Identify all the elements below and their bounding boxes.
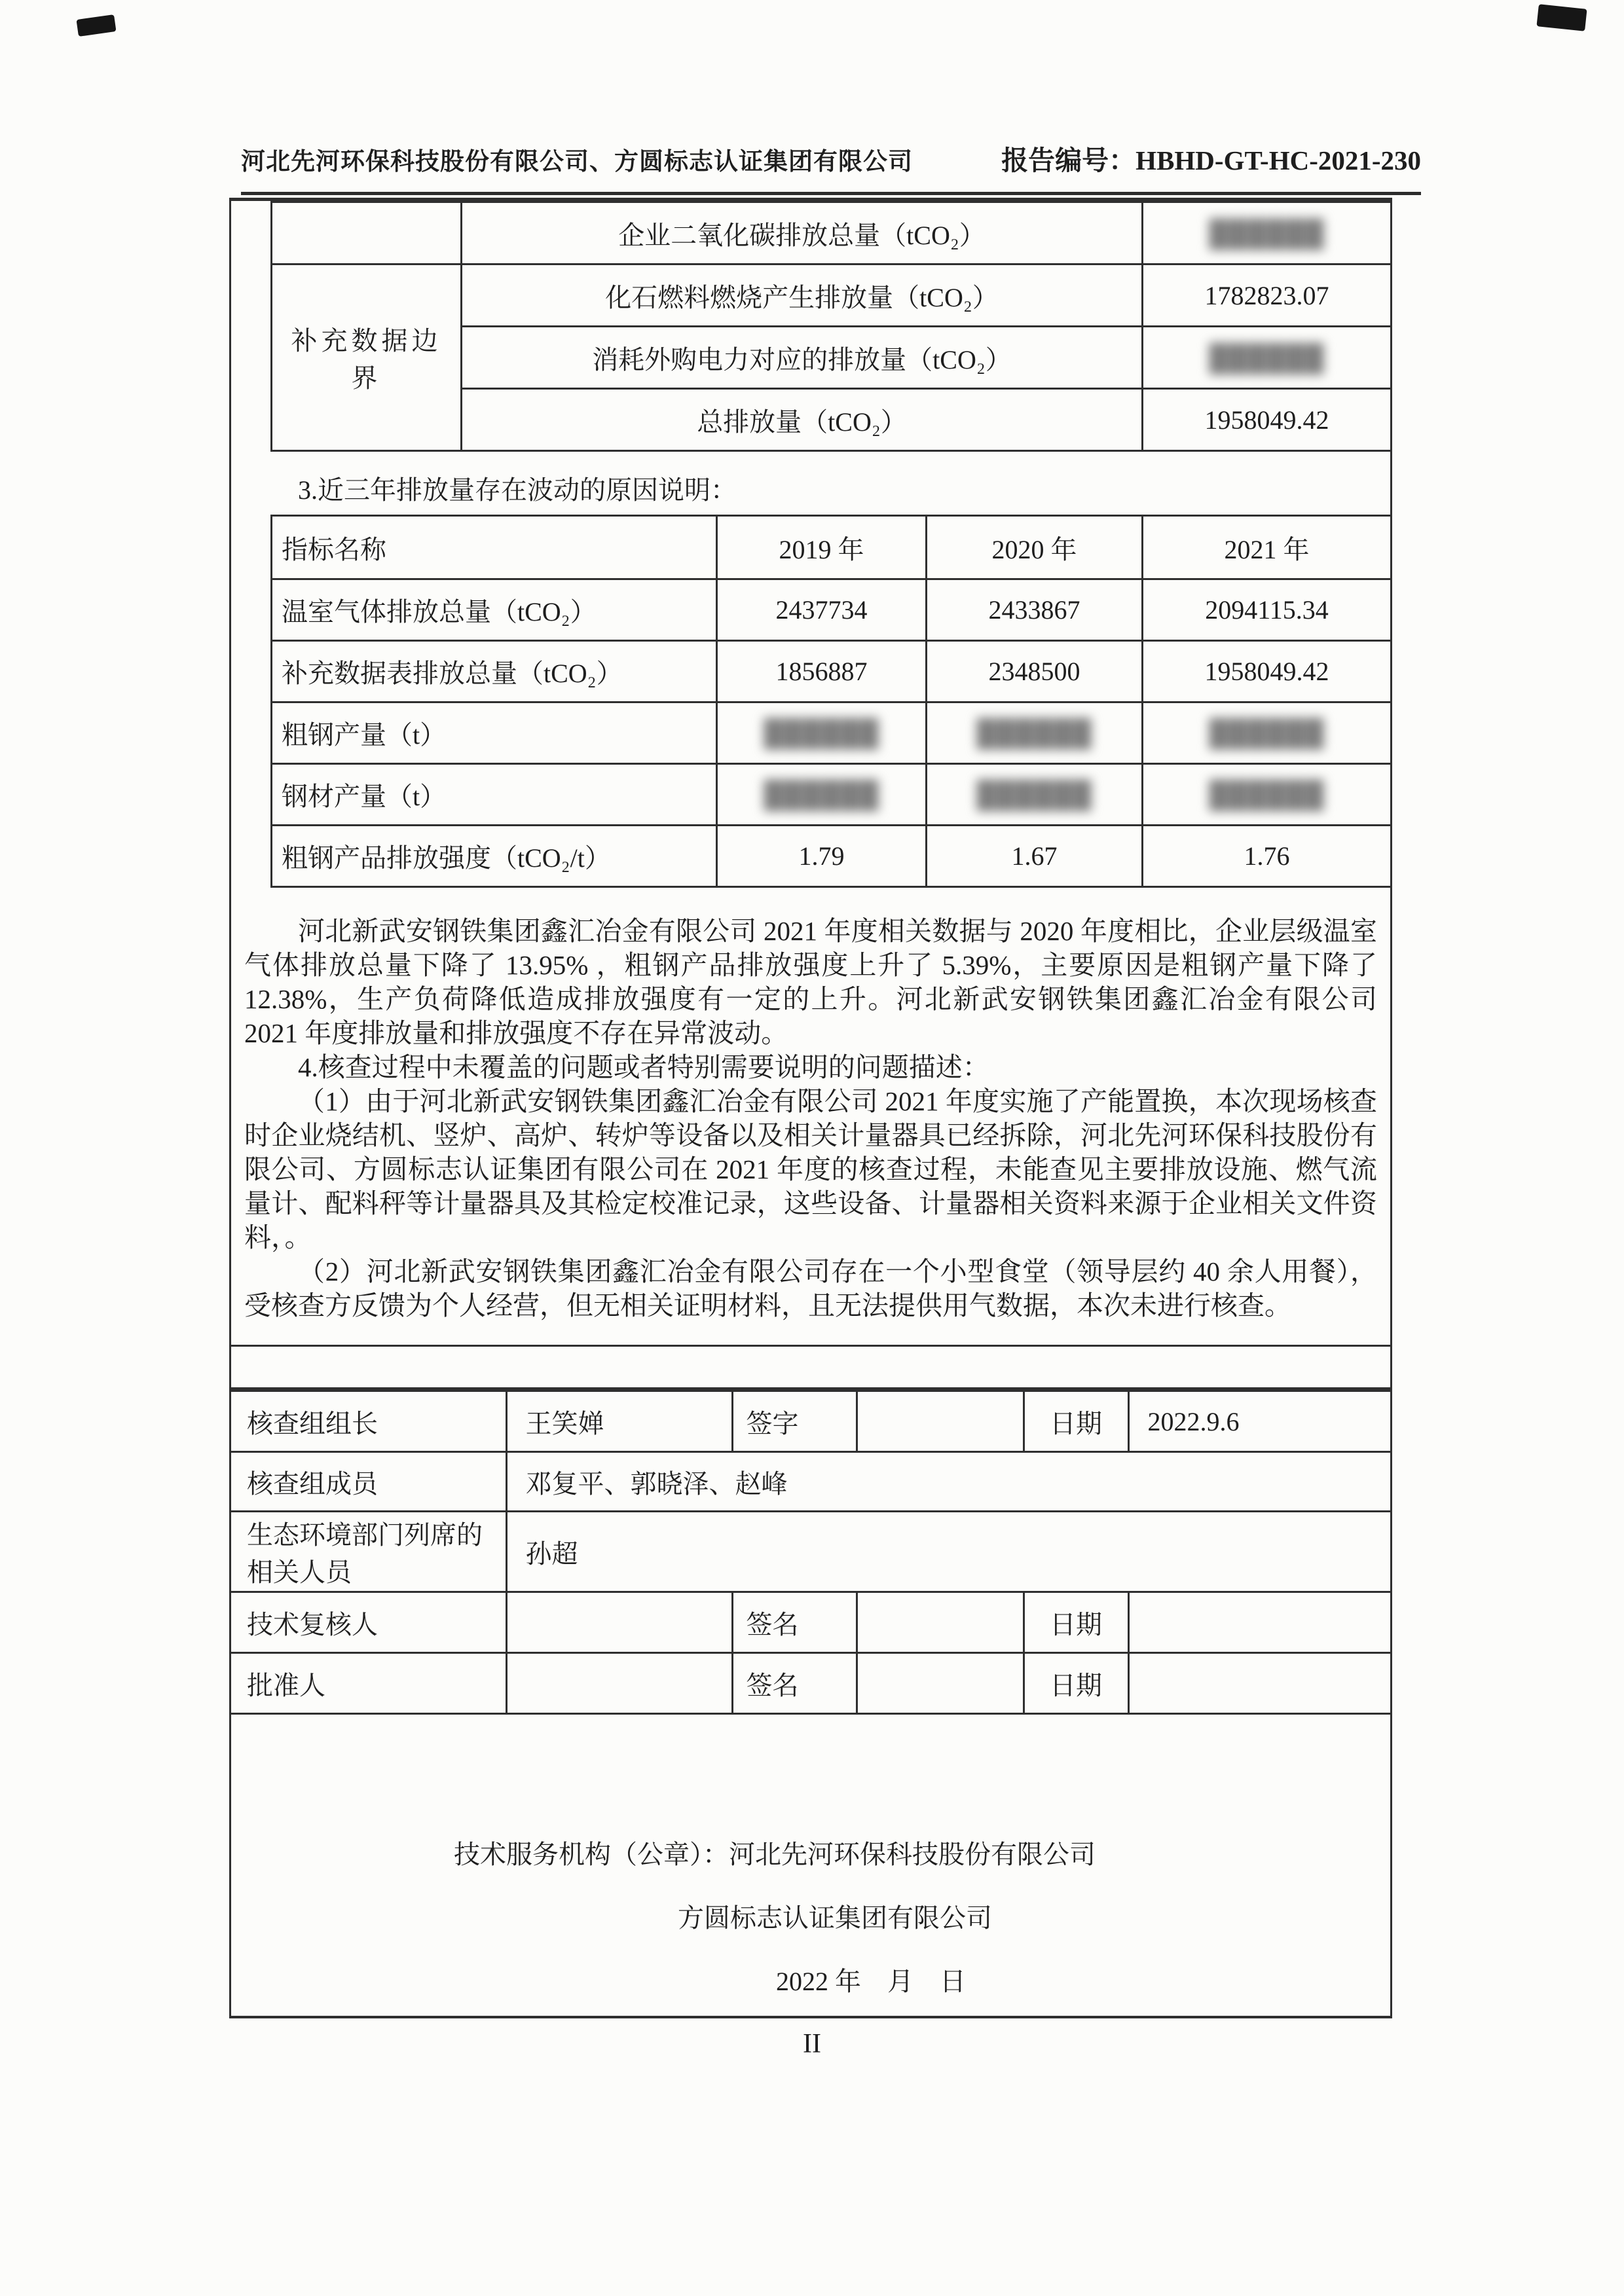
- report-number-label: 报告编号：: [1001, 145, 1136, 175]
- table-row: [272, 579, 1392, 641]
- technical-service-org-1: 河北先河环保科技股份有限公司: [729, 1840, 1096, 1869]
- paragraph-fluctuation-explanation: 河北新武安钢铁集团鑫汇冶金有限公司 2021 年度相关数据与 2020 年度相比，企业层级温室气体排放总量下降了 13.95% ，粗钢产品排放强度上升了 5.39%，主要原因是粗钢产量下降了 12.38%，生产负荷降低造成排放强度有一定的上升。河北新武安钢铁集团鑫汇冶金有限公司 2021 年度排放量和排放强度不存在异常波动。: [244, 916, 1377, 1048]
- section-3-heading: 3.近三年排放量存在波动的原因说明：: [298, 475, 737, 505]
- trend-value: 2094115.34: [1143, 579, 1392, 641]
- sign-label: 签名: [732, 1592, 857, 1653]
- trend-value: 2433867: [927, 579, 1143, 641]
- trend-value: 1.76: [1143, 826, 1392, 887]
- boundary-row-value: 1958049.42: [1143, 389, 1392, 451]
- boundary-row-label: 化石燃料燃烧产生排放量（tCO₂）: [462, 264, 1143, 327]
- trend-value: [1143, 702, 1392, 764]
- table-header-row: [272, 516, 1392, 579]
- reviewer-name: [506, 1592, 732, 1653]
- trend-value: 1.79: [717, 826, 927, 887]
- date-label: 日期: [1024, 1592, 1128, 1653]
- technical-service-org-2: 方圆标志认证集团有限公司: [678, 1903, 992, 1933]
- section-4-heading: 4.核查过程中未覆盖的问题或者特别需要说明的问题描述：: [298, 1052, 989, 1082]
- trend-row-label: 钢材产量（t）: [272, 764, 717, 826]
- technical-service-block: [231, 1715, 1390, 2018]
- date-value: 2022.9.6: [1128, 1391, 1390, 1452]
- table-row: [272, 702, 1392, 764]
- table-row: [231, 1391, 1390, 1452]
- signature-space: [857, 1391, 1024, 1452]
- table-row: [272, 764, 1392, 826]
- sig-row-label: 核查组成员: [231, 1452, 506, 1512]
- trend-row-label: 补充数据表排放总量（tCO₂）: [272, 641, 717, 702]
- header-organizations: 河北先河环保科技股份有限公司、方圆标志认证集团有限公司: [241, 149, 913, 175]
- table-row: [272, 641, 1392, 702]
- trend-row-label: 粗钢产量（t）: [272, 702, 717, 764]
- date-value: [1128, 1653, 1390, 1714]
- table-row: [272, 826, 1392, 887]
- boundary-row-label: 消耗外购电力对应的排放量（tCO₂）: [462, 327, 1143, 389]
- trend-value: 2437734: [717, 579, 927, 641]
- boundary-row-value: 1782823.07: [1143, 264, 1392, 327]
- content-frame: [229, 198, 1392, 2018]
- sign-label: 签字: [732, 1391, 857, 1452]
- approver-name: [506, 1653, 732, 1714]
- boundary-row-value: [1143, 202, 1392, 264]
- trend-col-header-2021: 2021 年: [1143, 516, 1392, 579]
- boundary-group-label: 补充数据边界: [272, 264, 462, 451]
- trend-value: [717, 764, 927, 826]
- table-row: [272, 264, 1392, 327]
- empty-spacer-row: [231, 1347, 1390, 1390]
- trend-row-label: 粗钢产品排放强度（tCO₂/t）: [272, 826, 717, 887]
- boundary-row-label: 企业二氧化碳排放总量（tCO₂）: [462, 202, 1143, 264]
- team-leader-name: 王笑婵: [506, 1391, 732, 1452]
- redacted-value: ██████: [1209, 342, 1325, 373]
- boundary-row-value: [1143, 327, 1392, 389]
- sig-row-label: 生态环境部门列席的相关人员: [231, 1512, 506, 1592]
- table-row: [231, 1452, 1390, 1512]
- redacted-value: ██████: [1209, 718, 1325, 748]
- sig-row-label: 技术复核人: [231, 1592, 506, 1653]
- team-members-names: 邓复平、郭晓泽、赵峰: [506, 1452, 1390, 1512]
- boundary-row-label: 总排放量（tCO₂）: [462, 389, 1143, 451]
- signature-space: [857, 1653, 1024, 1714]
- redacted-value: ██████: [764, 780, 879, 809]
- scan-artifact-top-right: [1536, 4, 1587, 31]
- boundary-table: [270, 201, 1392, 452]
- table-row: [272, 202, 1392, 264]
- trend-value: [927, 764, 1143, 826]
- page-number: II: [803, 2029, 821, 2059]
- trend-value: 1958049.42: [1143, 641, 1392, 702]
- date-label: 日期: [1024, 1653, 1128, 1714]
- redacted-value: ██████: [764, 718, 879, 748]
- trend-table: [270, 515, 1392, 888]
- trend-col-header-indicator: 指标名称: [272, 516, 717, 579]
- trend-col-header-2020: 2020 年: [927, 516, 1143, 579]
- trend-value: 2348500: [927, 641, 1143, 702]
- trend-value: 1.67: [927, 826, 1143, 887]
- narrative-block: [231, 888, 1390, 1347]
- technical-service-label: 技术服务机构（公章）：: [454, 1840, 729, 1869]
- trend-value: 1856887: [717, 641, 927, 702]
- signature-table: [231, 1390, 1390, 1715]
- technical-service-line: [454, 1715, 1390, 1871]
- header-rule: [241, 192, 1421, 195]
- sig-row-label: 批准人: [231, 1653, 506, 1714]
- trend-value: [1143, 764, 1392, 826]
- table-row: [231, 1653, 1390, 1714]
- trend-value: [927, 702, 1143, 764]
- sign-label: 签名: [732, 1653, 857, 1714]
- paragraph-issue-1: （1）由于河北新武安钢铁集团鑫汇冶金有限公司 2021 年度实施了产能置换，本次现场核查时企业烧结机、竖炉、高炉、转炉等设备以及相关计量器具已经拆除，河北先河环保科技股份有限公司、方圆标志认证集团有限公司在 2021 年度的核查过程，未能查见主要排放设施、燃气流量计、配料秤等计量器具及其检定校准记录，这些设备、计量器相关资料来源于企业相关文件资料，。: [244, 1086, 1377, 1252]
- report-number-value: HBHD-GT-HC-2021-230: [1135, 145, 1421, 175]
- sig-row-label: 核查组组长: [231, 1391, 506, 1452]
- observer-name: 孙超: [506, 1512, 1390, 1592]
- scan-artifact-top-left: [76, 14, 116, 37]
- trend-row-label: 温室气体排放总量（tCO₂）: [272, 579, 717, 641]
- redacted-value: ██████: [976, 780, 1092, 809]
- boundary-group-empty-cell: [272, 202, 462, 264]
- report-header: [241, 139, 1421, 177]
- trend-col-header-2019: 2019 年: [717, 516, 927, 579]
- table-row: [231, 1592, 1390, 1653]
- trend-value: [717, 702, 927, 764]
- date-label: 日期: [1024, 1391, 1128, 1452]
- footer-date-line: 2022 年 月 日: [776, 1967, 966, 1996]
- redacted-value: ██████: [1209, 218, 1325, 248]
- paragraph-issue-2: （2）河北新武安钢铁集团鑫汇冶金有限公司存在一个小型食堂（领导层约 40 余人用餐），受核查方反馈为个人经营，但无相关证明材料，且无法提供用气数据，本次未进行核查。: [244, 1256, 1377, 1321]
- table-row: [231, 1512, 1390, 1592]
- redacted-value: ██████: [976, 718, 1092, 748]
- date-value: [1128, 1592, 1390, 1653]
- report-number: [1001, 139, 1421, 177]
- redacted-value: ██████: [1209, 780, 1325, 809]
- signature-space: [857, 1592, 1024, 1653]
